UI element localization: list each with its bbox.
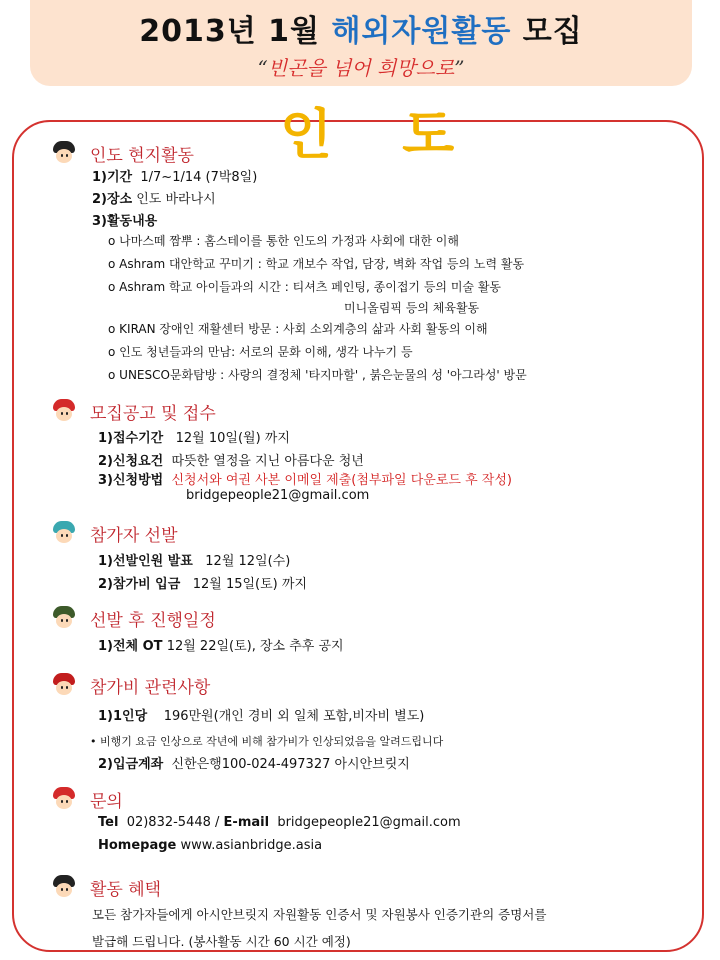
schedule-ot [98,635,344,654]
activity-period [92,166,257,185]
activity-content-label: 3)활동내용 [92,214,158,229]
contact-home-value[interactable]: www.asianbridge.asia [180,838,323,853]
benefit-line: 모든 참가자들에게 아시안브릿지 자원활동 인증서 및 자원봉사 인증기관의 증명서를 [92,907,547,922]
page-title [30,6,692,50]
section-schedule-header [52,605,216,631]
title-banner [30,0,692,86]
contact-tel-value: 02)832-5448 / [126,815,220,830]
avatar-icon [52,787,76,811]
section-benefit-title: 활동 혜택 [90,879,162,900]
recruit-qual-label: 2)신청요건 [98,454,164,469]
section-activity-header [52,140,194,166]
contact-homepage [98,838,322,853]
section-selection-header [52,520,178,546]
avatar-icon [52,875,76,899]
fee-account-label: 2)입금계좌 [98,757,164,772]
country-title: 인도 [280,103,525,166]
selection-announce-label: 1)선발인원 발표 [98,554,193,569]
section-fee-title: 참가비 관련사항 [90,677,211,698]
section-recruit-header [52,398,216,424]
recruit-qual-value: 따뜻한 열정을 지닌 아름다운 청년 [171,454,364,469]
activity-place-label: 2)장소 [92,192,133,207]
title-suffix: 모집 [511,14,583,49]
fee-per-label: 1)1인당 [98,709,148,724]
recruit-method-label: 3)신청방법 [98,473,164,488]
selection-announce [98,550,290,569]
avatar-icon [52,141,76,165]
recruit-qualification [98,450,364,469]
activity-item: o 나마스떼 짬뿌 : 홈스테이를 통한 인도의 가정과 사회에 대한 이해 [108,234,459,248]
benefit-line: 발급해 드립니다. (봉사활동 시간 60 시간 예정) [92,934,351,949]
contact-home-label: Homepage [98,838,177,853]
section-fee-header [52,672,210,698]
recruit-period-value: 12월 10일(월) 까지 [175,431,290,446]
section-activity-title: 인도 현지활동 [90,145,194,166]
activity-period-label: 1)기간 [92,170,133,185]
activity-period-value: 1/7~1/14 (7박8일) [140,170,258,185]
fee-per-value: 196만원(개인 경비 외 일체 포함,비자비 별도) [163,709,425,724]
contact-email-value[interactable]: bridgepeople21@gmail.com [277,815,461,830]
contact-tel-label: Tel [98,815,119,830]
activity-item: o Ashram 대안학교 꾸미기 : 학교 개보수 작업, 담장, 벽화 작업 등의 노력 활동 [108,257,525,271]
fee-account-value: 신한은행100-024-497327 아시안브릿지 [171,757,410,772]
activity-item: o 인도 청년들과의 만남: 서로의 문화 이해, 생각 나누기 등 [108,345,413,359]
slogan-close-quote: ” [454,56,465,80]
selection-announce-value: 12월 12일(수) [205,554,291,569]
selection-fee [98,573,307,592]
section-selection-title: 참가자 선발 [90,525,178,546]
activity-item: 미니올림픽 등의 체육활동 [344,301,480,315]
recruit-method-value: 신청서와 여권 사본 이메일 제출(첨부파일 다운로드 후 작성) [171,473,512,488]
recruit-period [98,427,290,446]
section-schedule-title: 선발 후 진행일정 [90,610,216,631]
avatar-icon [52,606,76,630]
recruit-email[interactable]: bridgepeople21@gmail.com [186,488,370,503]
fee-account [98,753,410,772]
contact-tel-email [98,815,461,830]
section-contact-header [52,786,123,812]
activity-item: o Ashram 학교 아이들과의 시간 : 티셔츠 페인팅, 종이접기 등의 미술 활동 [108,280,502,294]
slogan-text: 빈곤을 넘어 희망으로 [267,56,455,80]
schedule-ot-value: 12월 22일(토), 장소 추후 공지 [166,639,344,654]
contact-email-label: E-mail [223,815,270,830]
activity-item: o KIRAN 장애인 재활센터 방문 : 사회 소외계층의 삶과 사회 활동의 이해 [108,322,488,336]
activity-item: o UNESCO문화탐방 : 사랑의 결정체 '타지마할' , 붉은눈물의 성 '아그라성' 방문 [108,368,527,382]
section-recruit-title: 모집공고 및 접수 [90,403,216,424]
activity-place [92,188,216,207]
schedule-ot-label: 1)전체 OT [98,639,163,654]
selection-fee-label: 2)참가비 입금 [98,577,181,592]
title-prefix: 2013년 1월 [139,14,332,49]
section-contact-title: 문의 [90,791,123,812]
avatar-icon [52,673,76,697]
section-benefit-header [52,874,161,900]
fee-note: • 비행기 요금 인상으로 작년에 비해 참가비가 인상되었음을 알려드립니다 [90,735,444,748]
fee-per-person [98,705,424,724]
avatar-icon [52,521,76,545]
recruit-method [98,469,512,488]
selection-fee-value: 12월 15일(토) 까지 [192,577,308,592]
slogan [30,52,692,81]
activity-place-value: 인도 바라나시 [136,192,216,207]
recruit-period-label: 1)접수기간 [98,431,164,446]
avatar-icon [52,399,76,423]
slogan-open-quote: “ [257,56,268,80]
title-highlight: 해외자원활동 [331,14,512,49]
